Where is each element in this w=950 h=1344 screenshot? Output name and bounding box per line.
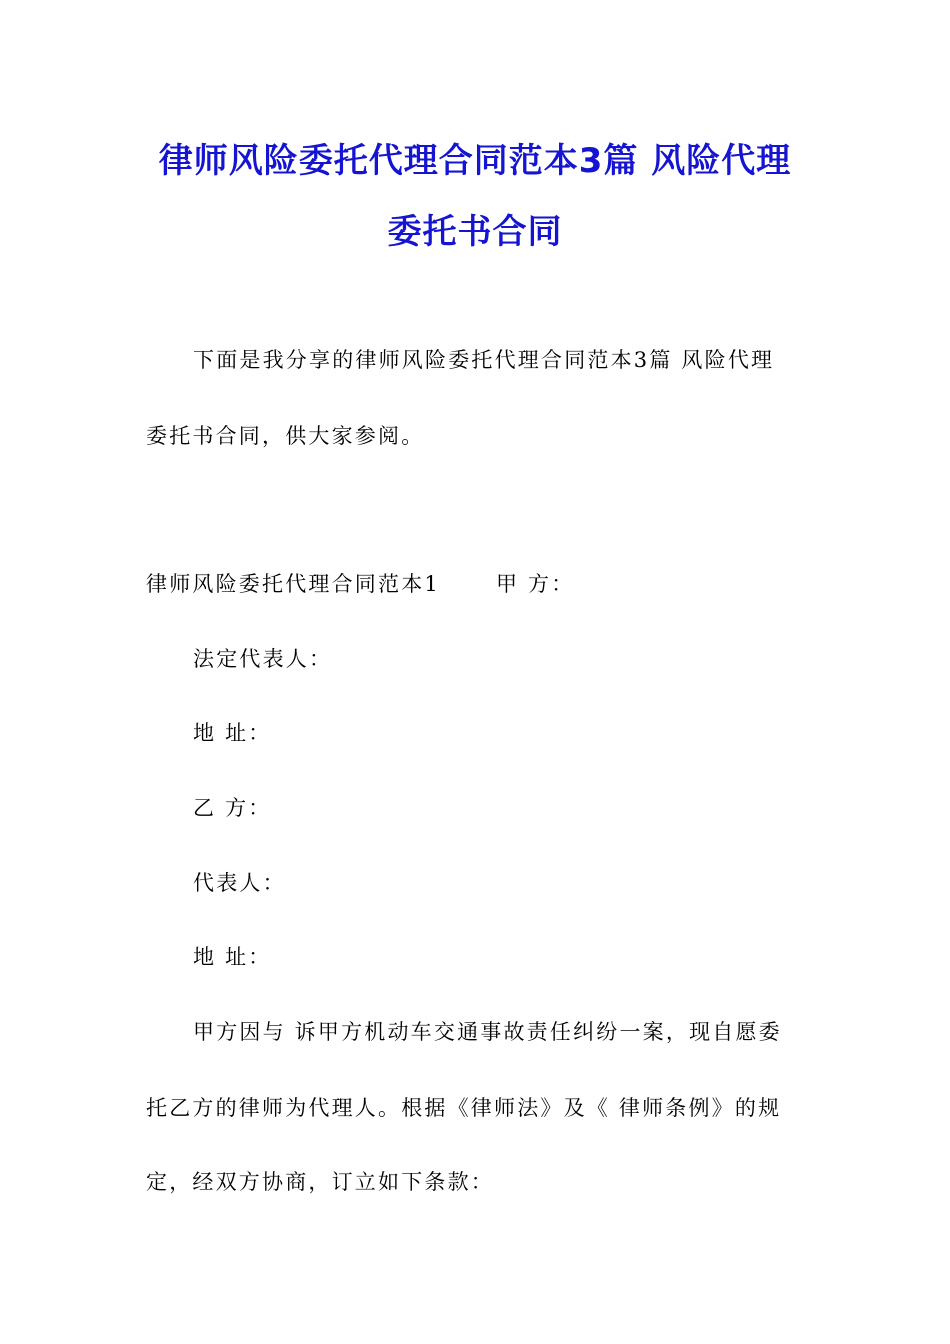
body-paragraph-line-2: 托乙方的律师为代理人。根据《律师法》及《 律师条例》的规	[146, 1096, 782, 1120]
intro-paragraph-line-1: 下面是我分享的律师风险委托代理合同范本3篇 风险代理	[193, 348, 775, 372]
party-b-representative-label: 代表人：	[193, 871, 286, 895]
party-b-label: 乙 方：	[193, 796, 272, 820]
party-a-address-label: 地 址：	[193, 721, 272, 745]
section-heading: 律师风险委托代理合同范本1	[146, 572, 440, 596]
party-a-label: 甲 方：	[495, 572, 575, 596]
body-paragraph-line-3: 定，经双方协商，订立如下条款：	[146, 1170, 494, 1194]
document-title-line-1: 律师风险委托代理合同范本3篇 风险代理	[158, 141, 792, 181]
legal-representative-label: 法定代表人：	[193, 647, 333, 671]
body-paragraph-line-1: 甲方因与 诉甲方机动车交通事故责任纠纷一案，现自愿委	[193, 1020, 782, 1044]
party-b-address-label: 地 址：	[193, 945, 272, 969]
section-heading-row	[146, 571, 574, 597]
document-title-line-2: 委托书合同	[387, 212, 563, 252]
intro-paragraph-line-2: 委托书合同，供大家参阅。	[146, 424, 425, 448]
